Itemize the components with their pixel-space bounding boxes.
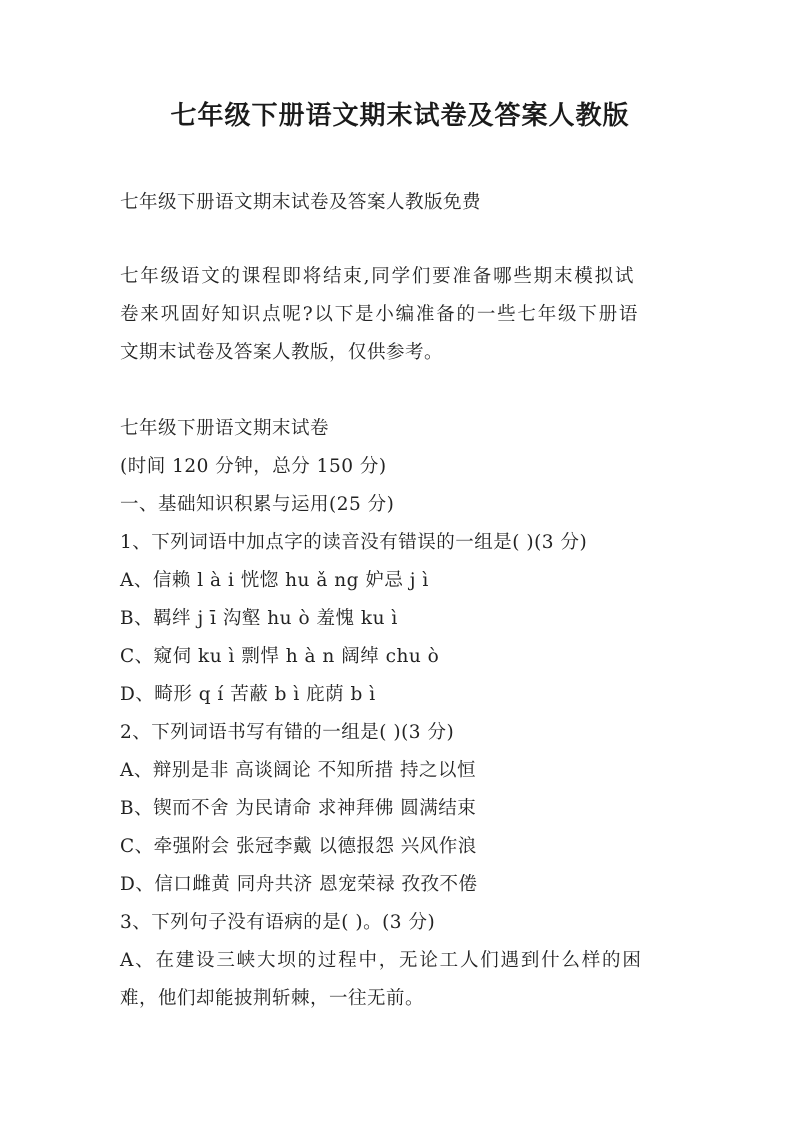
question-3-option-a-line-1: A、在建设三峡大坝的过程中，无论工人们遇到什么样的困	[120, 950, 643, 971]
question-3-stem: 3、下列句子没有语病的是( )。(3 分)	[120, 912, 436, 933]
question-1-option-a: A、信赖 l à i 恍惚 hu ǎ ng 妒忌 j ì	[120, 570, 429, 591]
question-3-option-a-line-2: 难，他们却能披荆斩棘，一往无前。	[120, 988, 425, 1009]
question-1-stem: 1、下列词语中加点字的读音没有错误的一组是( )(3 分)	[120, 532, 588, 553]
question-2-stem: 2、下列词语书写有错的一组是( )(3 分)	[120, 722, 455, 743]
intro-line-3: 文期末试卷及答案人教版，仅供参考。	[120, 342, 444, 363]
document-title: 七年级下册语文期末试卷及答案人教版	[170, 101, 630, 131]
question-2-option-c: C、牵强附会 张冠李戴 以德报怨 兴风作浪	[120, 836, 477, 857]
question-2-option-d: D、信口雌黄 同舟共济 恩宠荣禄 孜孜不倦	[120, 874, 478, 895]
document-subtitle: 七年级下册语文期末试卷及答案人教版免费	[120, 192, 482, 213]
section-one-heading: 一、基础知识积累与运用(25 分)	[120, 494, 395, 515]
exam-info: (时间 120 分钟，总分 150 分)	[120, 456, 387, 477]
question-1-option-d: D、畸形 q í 苦蔽 b ì 庇荫 b ì	[120, 684, 376, 705]
intro-line-1: 七年级语文的课程即将结束,同学们要准备哪些期末模拟试	[120, 266, 636, 287]
question-2-option-a: A、辩别是非 高谈阔论 不知所措 持之以恒	[120, 760, 477, 781]
intro-line-2: 卷来巩固好知识点呢?以下是小编准备的一些七年级下册语	[120, 304, 640, 325]
question-1-option-b: B、羁绊 j ī 沟壑 hu ò 羞愧 ku ì	[120, 608, 398, 629]
question-2-option-b: B、锲而不舍 为民请命 求神拜佛 圆满结束	[120, 798, 477, 819]
exam-heading: 七年级下册语文期末试卷	[120, 418, 330, 439]
question-1-option-c: C、窥伺 ku ì 剽悍 h à n 阔绰 chu ò	[120, 646, 440, 667]
